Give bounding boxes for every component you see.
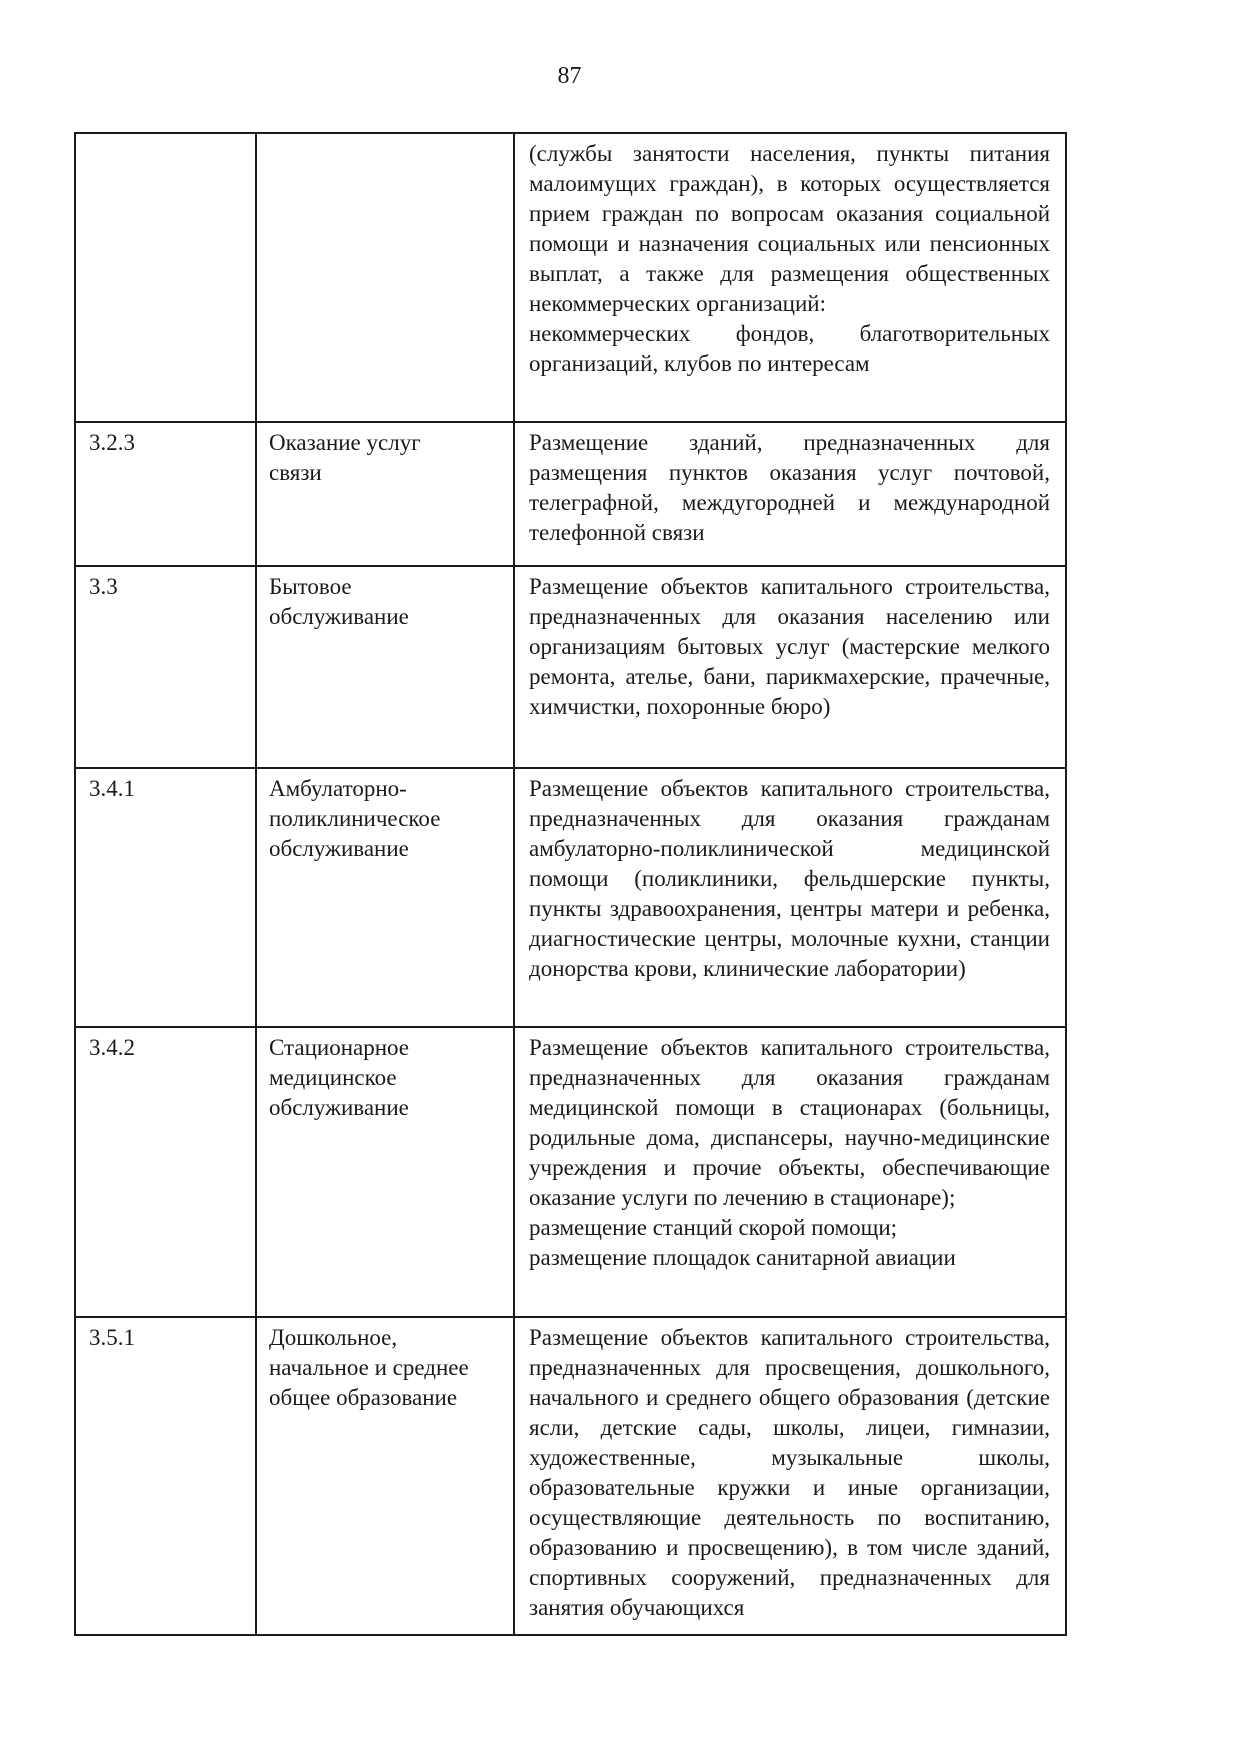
description-paragraph: некоммерческих фондов, благотворительных организаций, клубов по интересам xyxy=(529,321,1050,376)
code-cell: 3.3 xyxy=(75,566,256,768)
code-cell: 3.4.1 xyxy=(75,768,256,1027)
name-cell: Оказание услуг связи xyxy=(256,422,514,566)
description-paragraph: Размещение объектов капитального строительства, предназначенных для оказания гражданам амбулаторно-поликлинической медицинской помощи (поликлиники, фельдшерские пункты, пункты здравоохранения, центры матери и ребенка, диагностические центры, молочные кухни, станции донорства крови, клинические лаборатории) xyxy=(529,776,1050,981)
description-cell xyxy=(514,1317,1066,1635)
description-paragraph: Размещение объектов капитального строительства, предназначенных для оказания населению или организациям бытовых услуг (мастерские мелкого ремонта, ателье, бани, парикмахерские, прачечные, химчистки, похоронные бюро) xyxy=(529,574,1050,719)
code-cell xyxy=(75,133,256,422)
description-paragraph: размещение станций скорой помощи; xyxy=(529,1215,898,1240)
table-row xyxy=(75,1317,1066,1635)
land-use-table xyxy=(74,132,1067,1636)
description-cell xyxy=(514,133,1066,422)
description-paragraph: Размещение зданий, предназначенных для размещения пунктов оказания услуг почтовой, телеграфной, междугородней и международной телефонной связи xyxy=(529,430,1050,545)
table-row xyxy=(75,1027,1066,1317)
table-row xyxy=(75,422,1066,566)
description-cell xyxy=(514,422,1066,566)
description-paragraph: (службы занятости населения, пункты питания малоимущих граждан), в которых осуществляется прием граждан по вопросам оказания социальной помощи и назначения социальных или пенсионных выплат, а также для размещения общественных некоммерческих организаций: xyxy=(529,141,1050,316)
name-cell: Амбулаторно-поликлиническое обслуживание xyxy=(256,768,514,1027)
description-cell xyxy=(514,768,1066,1027)
table-row xyxy=(75,133,1066,422)
description-paragraph: размещение площадок санитарной авиации xyxy=(529,1245,956,1270)
table-row xyxy=(75,566,1066,768)
page-number: 87 xyxy=(557,63,582,89)
code-cell: 3.2.3 xyxy=(75,422,256,566)
code-cell: 3.4.2 xyxy=(75,1027,256,1317)
name-cell: Дошкольное, начальное и среднее общее образование xyxy=(256,1317,514,1635)
name-cell xyxy=(256,133,514,422)
name-cell: Бытовое обслуживание xyxy=(256,566,514,768)
code-cell: 3.5.1 xyxy=(75,1317,256,1635)
description-cell xyxy=(514,1027,1066,1317)
description-paragraph: Размещение объектов капитального строительства, предназначенных для оказания гражданам медицинской помощи в стационарах (больницы, родильные дома, диспансеры, научно-медицинские учреждения и прочие объекты, обеспечивающие оказание услуги по лечению в стационаре); xyxy=(529,1035,1050,1210)
table-row xyxy=(75,768,1066,1027)
name-cell: Стационарное медицинское обслуживание xyxy=(256,1027,514,1317)
description-paragraph: Размещение объектов капитального строительства, предназначенных для просвещения, дошкольного, начального и среднего общего образования (детские ясли, детские сады, школы, лицеи, гимназии, художественные, музыкальные школы, образовательные кружки и иные организации, осуществляющие деятельность по воспитанию, образованию и просвещению), в том числе зданий, спортивных сооружений, предназначенных для занятия обучающихся xyxy=(529,1325,1050,1620)
description-cell xyxy=(514,566,1066,768)
